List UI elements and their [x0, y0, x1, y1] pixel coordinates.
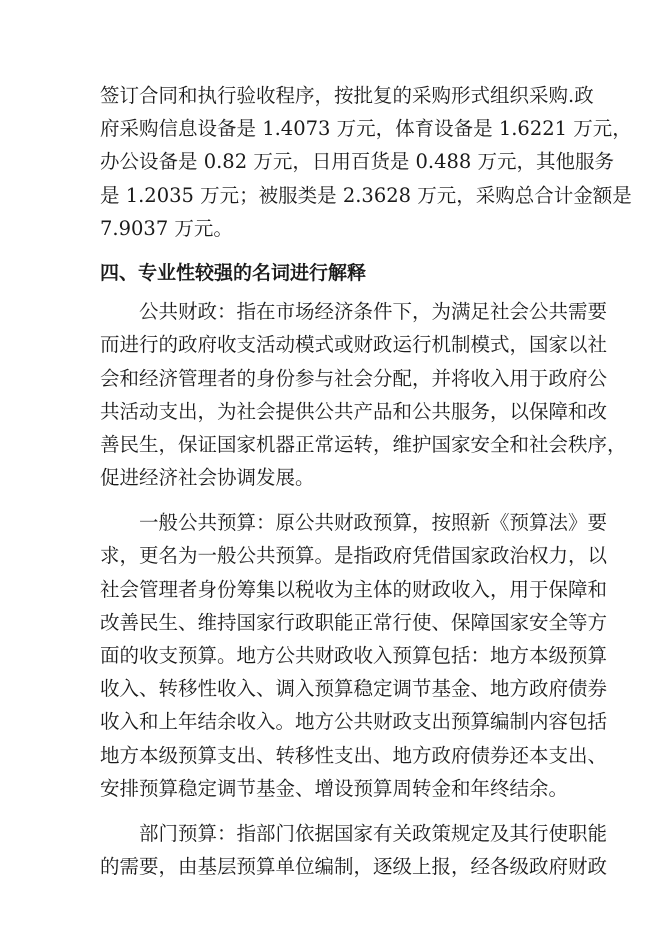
text-line: 收入、转移性收入、调入预算稳定调节基金、地方政府债券 [100, 677, 608, 701]
paragraph-public-finance [100, 295, 627, 494]
text-line: 签订合同和执行验收程序，按批复的采购形式组织采购.政 [100, 84, 594, 107]
text-line: 地方本级预算支出、转移性支出、地方政府债券还本支出、 [100, 743, 608, 767]
text-line: 安排预算稳定调节基金、增设预算周转金和年终结余。 [100, 776, 569, 800]
text-line: 面的收支预算。地方公共财政收入预算包括：地方本级预算 [100, 644, 608, 667]
text-line: 部门预算：指部门依据国家有关政策规定及其行使职能 [139, 821, 608, 845]
text-line: 善民生，保证国家机器正常运转，维护国家安全和社会秩序， [100, 432, 627, 456]
text-line: 的需要，由基层预算单位编制，逐级上报，经各级政府财政 [100, 855, 608, 879]
text-line: 收入和上年结余收入。地方公共财政支出预算编制内容包括 [100, 710, 608, 734]
document-page [100, 79, 632, 895]
text-line: 办公设备是 0.82 万元，日用百货是 0.488 万元，其他服务 [100, 150, 615, 174]
text-line: 促进经济社会协调发展。 [100, 466, 315, 490]
text-line: 府采购信息设备是 1.4073 万元，体育设备是 1.6221 万元， [100, 117, 632, 141]
paragraph-procurement [100, 79, 632, 245]
paragraph-department-budget [100, 817, 608, 883]
text-line: 会和经济管理者的身份参与社会分配，并将收入用于政府公 [100, 366, 608, 390]
section-heading: 四、专业性较强的名词进行解释 [100, 261, 367, 284]
text-line: 改善民生、维持国家行政职能正常行使、保障国家安全等方 [100, 610, 608, 634]
text-line: 求，更名为一般公共预算。是指政府凭借国家政治权力，以 [100, 544, 608, 568]
text-line: 而进行的政府收支活动模式或财政运行机制模式，国家以社 [100, 333, 608, 357]
text-line: 7.9037 万元。 [100, 216, 233, 240]
text-line: 共活动支出，为社会提供公共产品和公共服务，以保障和改 [100, 399, 608, 423]
paragraph-general-budget [100, 506, 608, 805]
text-line: 一般公共预算：原公共财政预算，按照新《预算法》要 [139, 511, 608, 535]
text-line: 公共财政：指在市场经济条件下，为满足社会公共需要 [139, 300, 608, 324]
text-line: 社会管理者身份筹集以税收为主体的财政收入，用于保障和 [100, 577, 608, 601]
text-line: 是 1.2035 万元；被服类是 2.3628 万元，采购总合计金额是 [100, 183, 632, 207]
